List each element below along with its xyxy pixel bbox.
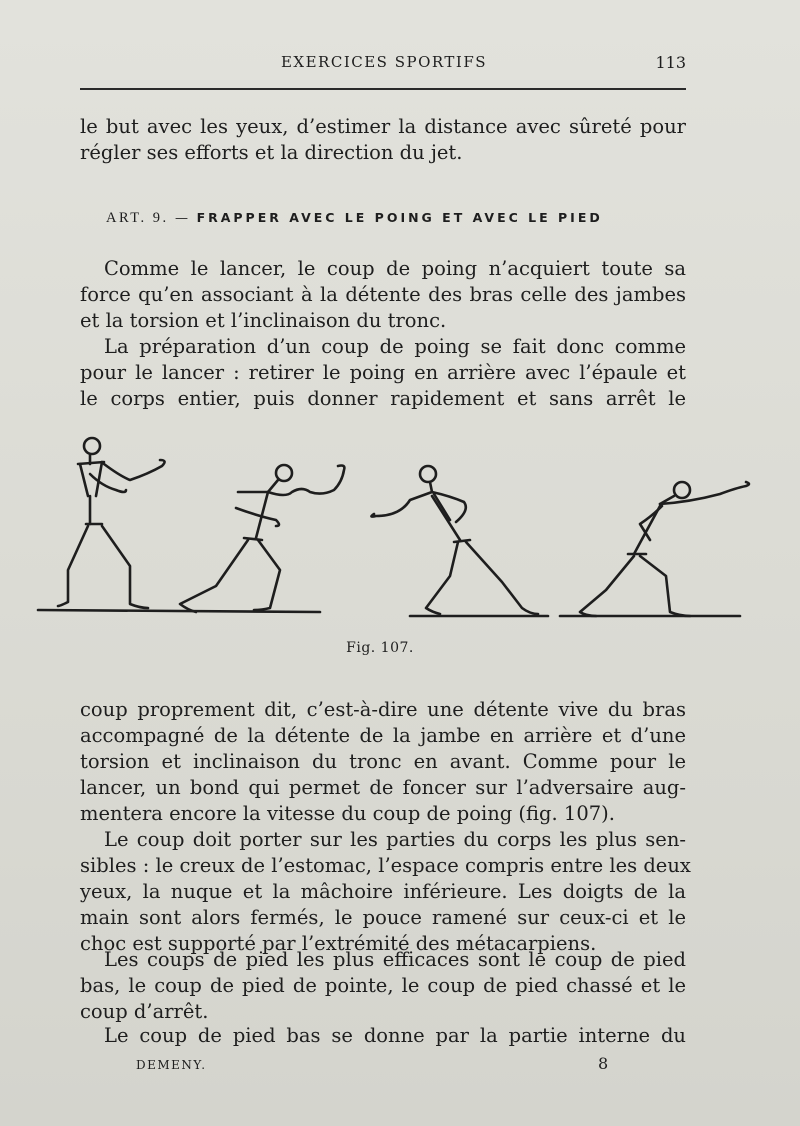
text-line: accompagné de la détente de la jambe en arrière et d’une [80,724,686,747]
text-line: torsion et inclinaison du tronc en avant. Comme pour le [80,750,686,773]
paragraph [80,947,686,1025]
paragraph [80,697,686,827]
ground-line [38,610,320,612]
text-line: main sont alors fermés, le pouce ramené sur ceux-ci et le [80,906,686,929]
boxing-stick-figures-illustration [30,430,760,625]
text-line: Le coup doit porter sur les parties du corps les plus sen- [104,828,686,851]
heading-dash: — [168,211,197,226]
stick-figure-windup [180,465,344,612]
figure-caption: Fig. 107. [346,640,414,656]
text-line: Comme le lancer, le coup de poing n’acquiert toute sa [104,257,686,280]
text-line: le but avec les yeux, d’estimer la distance avec sûreté pour [80,115,686,138]
text-line: coup proprement dit, c’est-à-dire une détente vive du bras [80,698,686,721]
stick-figure-rotation [371,466,538,614]
paragraph [80,334,686,412]
text-line: le corps entier, puis donner rapidement et sans arrêt le [80,387,686,410]
text-line: force qu’en associant à la détente des bras celle des jambes [80,283,686,306]
article-number: ART. 9. [106,210,169,226]
signature-mark: DEMENY. [136,1058,207,1072]
text-line: régler ses efforts et la direction du jet. [80,141,463,164]
text-line: choc est supporté par l’extrémité des métacarpiens. [80,932,597,955]
text-line: coup d’arrêt. [80,1000,209,1023]
text-line: Les coups de pied les plus efficaces sont le coup de pied [104,948,686,971]
text-line: La préparation d’un coup de poing se fait donc comme [104,335,686,358]
sheet-number: 8 [598,1054,609,1073]
paragraph [80,827,691,957]
text-line: lancer, un bond qui permet de foncer sur l’adversaire aug- [80,776,686,799]
section-title: FRAPPER AVEC LE POING ET AVEC LE PIED [196,210,603,225]
page-number: 113 [655,53,686,72]
stick-figure-guard [58,438,165,608]
header-rule [80,88,686,90]
running-title: EXERCICES SPORTIFS [280,53,488,71]
text-line: sibles : le creux de l’estomac, l’espace compris entre les deux [80,854,691,877]
stick-figure-punch [580,482,749,616]
text-line: pour le lancer : retirer le poing en arrière avec l’épaule et [80,361,686,384]
text-line: yeux, la nuque et la mâchoire inférieure. Les doigts de la [80,880,686,903]
text-line: bas, le coup de pied de pointe, le coup de pied chassé et le [80,974,686,997]
text-line: et la torsion et l’inclinaison du tronc. [80,309,447,332]
text-line: Le coup de pied bas se donne par la partie interne du [104,1024,686,1047]
paragraph-continued [80,114,686,166]
paragraph [80,1023,686,1049]
section-heading [106,210,686,227]
text-line: mentera encore la vitesse du coup de poing (fig. 107). [80,802,615,825]
paragraph [80,256,686,334]
running-header [80,50,688,76]
